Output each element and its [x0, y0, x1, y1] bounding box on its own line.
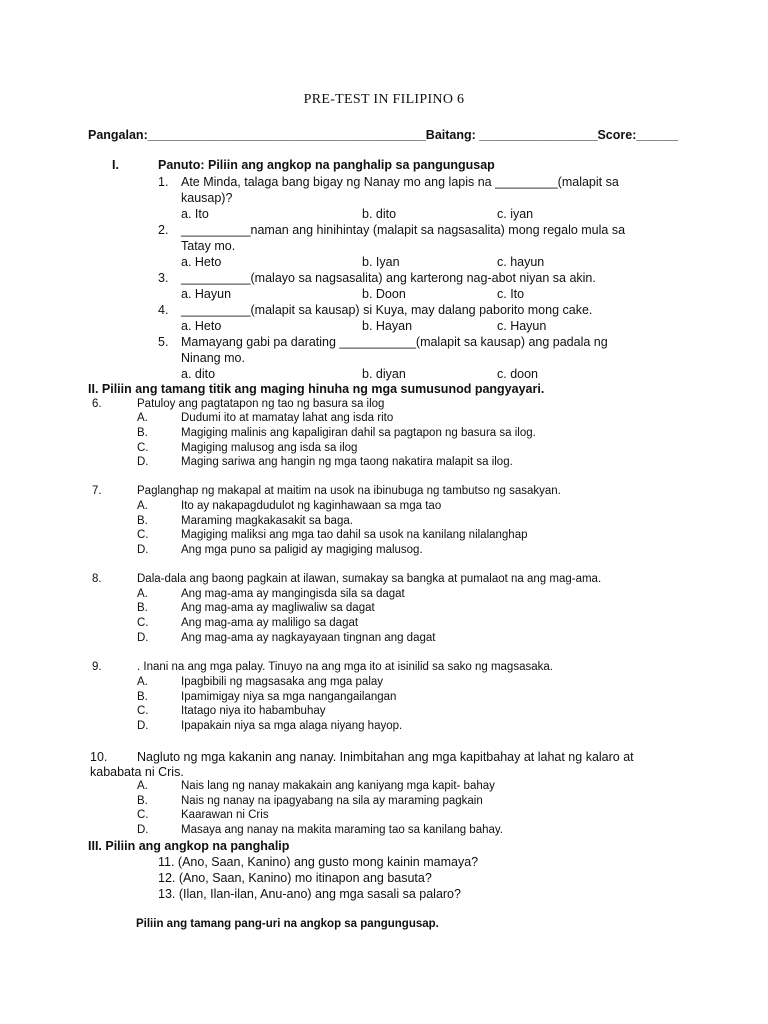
choice-a: a. Heto	[181, 319, 222, 333]
choice-letter: B.	[137, 691, 148, 703]
choice-a: a. Heto	[181, 255, 222, 269]
choice-text: Magiging maliksi ang mga tao dahil sa usok na kanilang nilalanghap	[181, 529, 528, 541]
item-number: 9.	[92, 661, 102, 673]
choice-text: Ito ay nakapagdudulot ng kaginhawaan sa mga tao	[181, 500, 442, 512]
choice-b: b. Doon	[362, 287, 406, 301]
part3-item: 13. (Ilan, Ilan-ilan, Anu-ano) ang mga sasali sa palaro?	[158, 887, 461, 901]
choice-letter: C.	[137, 705, 149, 717]
choice-letter: C.	[137, 809, 149, 821]
item-number: 1.	[158, 175, 169, 189]
choice-text: Magiging malusog ang isda sa ilog	[181, 442, 358, 454]
item-number: 2.	[158, 223, 169, 237]
choice-text: Ang mag-ama ay magliwaliw sa dagat	[181, 602, 375, 614]
choice-b: b. diyan	[362, 367, 406, 381]
choice-letter: A.	[137, 676, 148, 688]
choice-letter: D.	[137, 544, 149, 556]
part1-roman: I.	[112, 158, 119, 172]
item-number: 10.	[90, 750, 108, 764]
part2-heading: II. Piliin ang tamang titik ang maging hinuha ng mga sumusunod pangyayari.	[88, 382, 545, 396]
choice-b: b. dito	[362, 207, 397, 221]
choice-text: Ipamimigay niya sa mga nangangailangan	[181, 691, 397, 703]
choice-letter: D.	[137, 456, 149, 468]
choice-letter: B.	[137, 602, 148, 614]
choice-c: c. doon	[497, 367, 539, 381]
choice-text: Ang mag-ama ay maliligo sa dagat	[181, 617, 359, 629]
choice-text: Nais ng nanay na ipagyabang na sila ay maraming pagkain	[181, 795, 483, 807]
choice-letter: B.	[137, 795, 148, 807]
choice-letter: D.	[137, 824, 149, 836]
item-question-line: Nagluto ng mga kakanin ang nanay. Inimbitahan ang mga kapitbahay at lahat ng kalaro at	[137, 750, 634, 764]
item-question: . Inani na ang mga palay. Tinuyo na ang mga ito at isinilid sa sako ng magsasaka.	[137, 661, 553, 673]
item-question-line: Ninang mo.	[181, 351, 245, 365]
part3-item: 11. (Ano, Saan, Kanino) ang gusto mong kainin mamaya?	[158, 855, 479, 869]
item-number: 3.	[158, 271, 169, 285]
choice-text: Kaarawan ni Cris	[181, 809, 269, 821]
item-question-line: Mamayang gabi pa darating ___________(malapit sa kausap) ang padala ng	[181, 335, 608, 349]
choice-text: Magiging malinis ang kapaligiran dahil sa pagtapon ng basura sa ilog.	[181, 427, 536, 439]
choice-b: b. Iyan	[362, 255, 400, 269]
choice-letter: A.	[137, 588, 148, 600]
part1-instruction: Panuto: Piliin ang angkop na panghalip sa pangungusap	[158, 158, 495, 172]
choice-text: Itatago niya ito habambuhay	[181, 705, 326, 717]
item-number: 8.	[92, 573, 102, 585]
choice-letter: C.	[137, 617, 149, 629]
choice-text: Maging sariwa ang hangin ng mga taong nakatira malapit sa ilog.	[181, 456, 513, 468]
choice-c: c. iyan	[497, 207, 534, 221]
item-question: Patuloy ang pagtatapon ng tao ng basura sa ilog	[137, 398, 385, 410]
choice-text: Maraming magkakasakit sa baga.	[181, 515, 353, 527]
choice-letter: C.	[137, 442, 149, 454]
choice-text: Nais lang ng nanay makakain ang kaniyang mga kapit- bahay	[181, 780, 495, 792]
item-number: 7.	[92, 485, 102, 497]
part3-item: 12. (Ano, Saan, Kanino) mo itinapon ang basuta?	[158, 871, 432, 885]
choice-letter: A.	[137, 412, 148, 424]
choice-letter: A.	[137, 780, 148, 792]
choice-text: Ipapakain niya sa mga alaga niyang hayop.	[181, 720, 403, 732]
choice-c: c. hayun	[497, 255, 545, 269]
choice-letter: A.	[137, 500, 148, 512]
choice-letter: D.	[137, 632, 149, 644]
part3-heading: III. Piliin ang angkop na panghalip	[88, 839, 290, 853]
choice-text: Ipagbibili ng magsasaka ang mga palay	[181, 676, 384, 688]
item-question: Dala-dala ang baong pagkain at ilawan, sumakay sa bangka at pumalaot na ang mag-ama.	[137, 573, 602, 585]
item-number: 4.	[158, 303, 169, 317]
choice-a: a. dito	[181, 367, 216, 381]
item-question-line: __________(malapit sa kausap) si Kuya, may dalang paborito mong cake.	[181, 303, 593, 317]
student-info-line: Pangalan:________________________________________Baitang: _________________Score:______	[88, 128, 679, 142]
choice-b: b. Hayan	[362, 319, 413, 333]
item-question-line: kausap)?	[181, 191, 233, 205]
item-number: 6.	[92, 398, 102, 410]
choice-text: Ang mag-ama ay mangingisda sila sa dagat	[181, 588, 405, 600]
item-question-line: __________naman ang hinihintay (malapit sa nagsasalita) mong regalo mula sa	[181, 223, 626, 237]
item-question-line: kababata ni Cris.	[90, 765, 184, 779]
choice-a: a. Ito	[181, 207, 209, 221]
item-number: 5.	[158, 335, 169, 349]
choice-text: Masaya ang nanay na makita maraming tao sa kanilang bahay.	[181, 824, 503, 836]
choice-letter: C.	[137, 529, 149, 541]
item-question: Paglanghap ng makapal at maitim na usok na ibinubuga ng tambutso ng sasakyan.	[137, 485, 561, 497]
choice-text: Dudumi ito at mamatay lahat ang isda rito	[181, 412, 394, 424]
choice-text: Ang mga puno sa paligid ay magiging malusog.	[181, 544, 423, 556]
choice-c: c. Ito	[497, 287, 525, 301]
document-title: PRE-TEST IN FILIPINO 6	[303, 92, 465, 107]
choice-letter: D.	[137, 720, 149, 732]
item-question-line: __________(malayo sa nagsasalita) ang karterong nag-abot niyan sa akin.	[181, 271, 596, 285]
choice-text: Ang mag-ama ay nagkayayaan tingnan ang dagat	[181, 632, 436, 644]
choice-letter: B.	[137, 427, 148, 439]
choice-letter: B.	[137, 515, 148, 527]
item-question-line: Tatay mo.	[181, 239, 236, 253]
choice-a: a. Hayun	[181, 287, 232, 301]
choice-c: c. Hayun	[497, 319, 547, 333]
item-question-line: Ate Minda, talaga bang bigay ng Nanay mo ang lapis na _________(malapit sa	[181, 175, 619, 189]
final-instruction: Piliin ang tamang pang-uri na angkop sa pangungusap.	[136, 918, 439, 930]
